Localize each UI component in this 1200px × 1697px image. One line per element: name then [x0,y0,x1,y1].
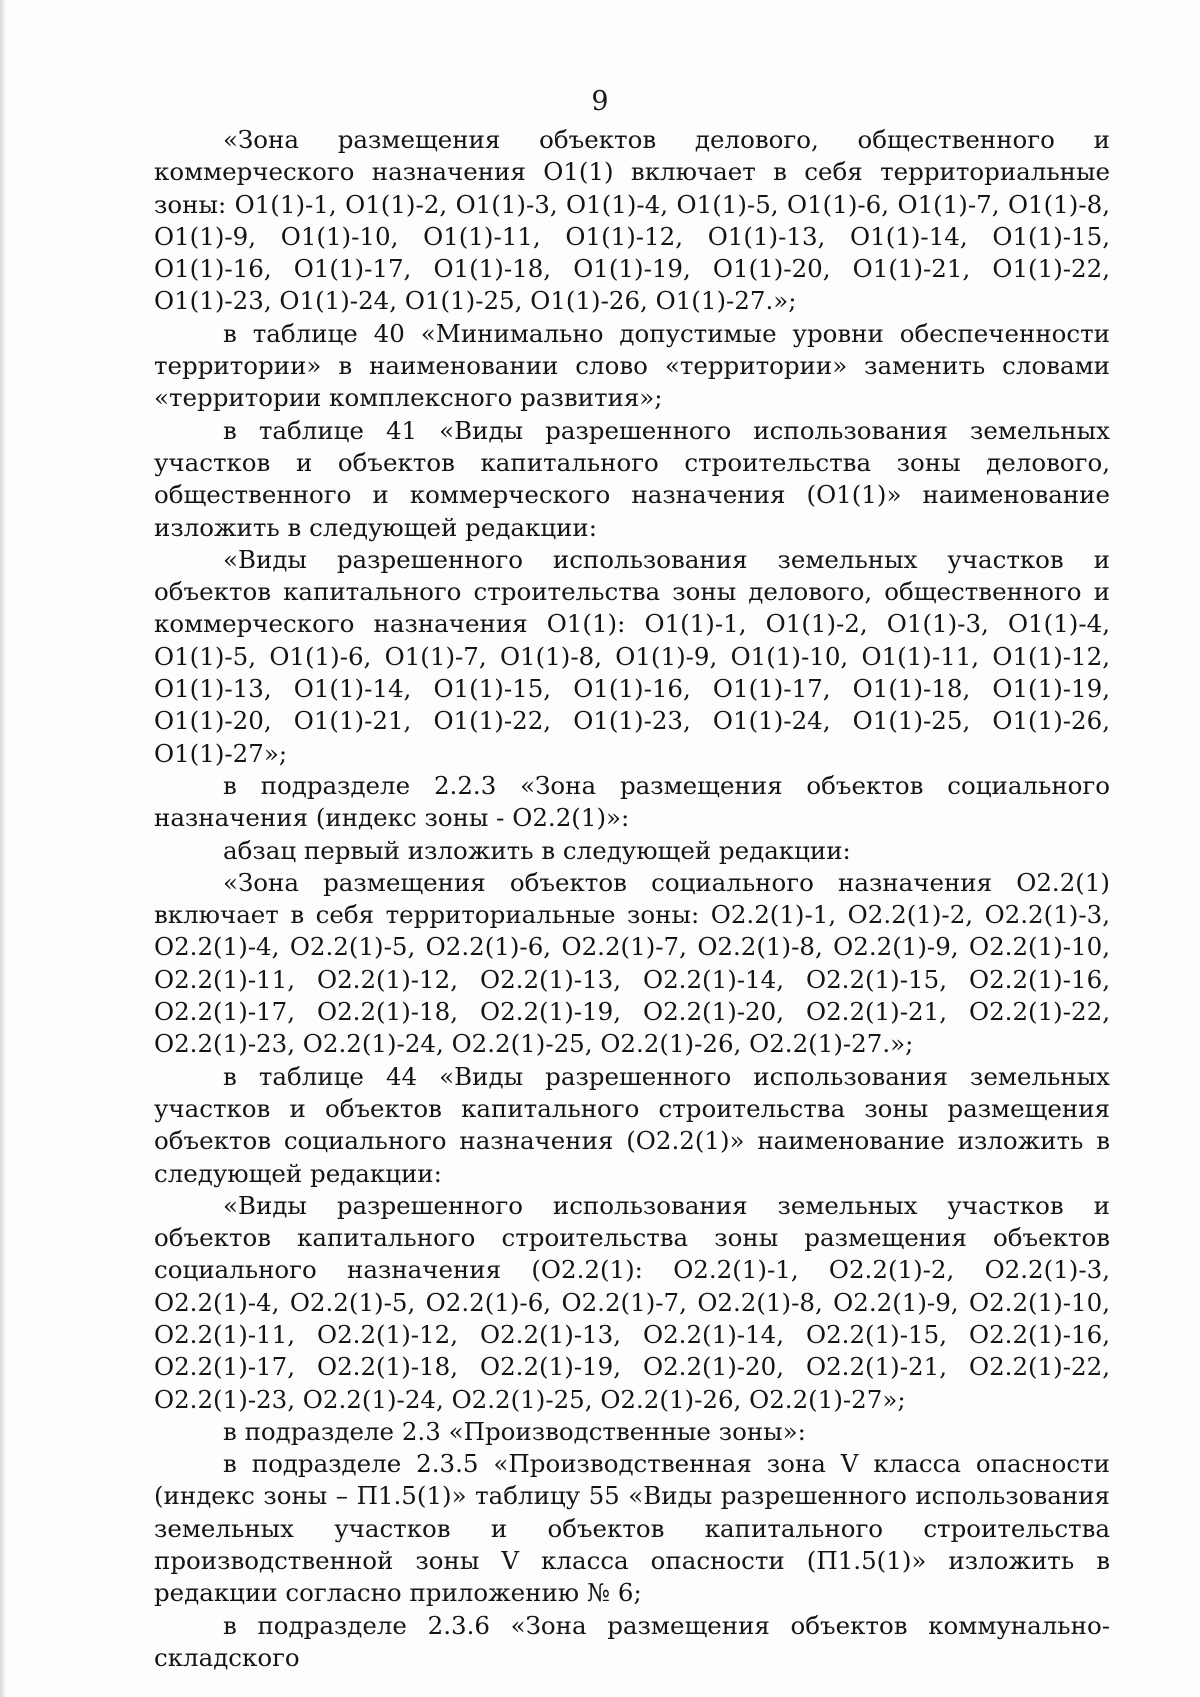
paragraph: в подразделе 2.3 «Производственные зоны»: [223,1416,806,1446]
paragraph: абзац первый изложить в следующей редакции: [223,835,851,865]
page-number: 9 [591,86,609,117]
paragraph: «Зона размещения объектов делового, общественного и коммерческого назначения О1(1) включает в себя территориальные зоны: О1(1)-1, О1(1)-2, О1(1)-3, О1(1)-4, О1(1)-5, О1(1)-6, О1(1)-7, О1(1)-8, О1(1)-9, О1(1)-10, О1(1)-11, О1(1)-12, О1(1)-13, О1(1)-14, О1(1)-15, О1(1)-16, О1(1)-17, О1(1)-18, О1(1)-19, О1(1)-20, О1(1)-21, О1(1)-22, О1(1)-23, О1(1)-24, О1(1)-25, О1(1)-26, О1(1)-27.»; [154,125,1110,316]
paragraph: в таблице 44 «Виды разрешенного использования земельных участков и объектов капитального строительства зоны размещения объектов социального назначения (О2.2(1)» наименование изложить в следующей редакции: [154,1061,1110,1188]
paragraph: в таблице 41 «Виды разрешенного использования земельных участков и объектов капитального строительства зоны делового, общественного и коммерческого назначения (О1(1)» наименование изложить в следующей редакции: [154,415,1110,542]
paragraph: «Виды разрешенного использования земельных участков и объектов капитального строительства зоны делового, общественного и коммерческого назначения О1(1): О1(1)-1, О1(1)-2, О1(1)-3, О1(1)-4, О1(1)-5, О1(1)-6, О1(1)-7, О1(1)-8, О1(1)-9, О1(1)-10, О1(1)-11, О1(1)-12, О1(1)-13, О1(1)-14, О1(1)-15, О1(1)-16, О1(1)-17, О1(1)-18, О1(1)-19, О1(1)-20, О1(1)-21, О1(1)-22, О1(1)-23, О1(1)-24, О1(1)-25, О1(1)-26, О1(1)-27»; [154,544,1110,768]
paragraph: в подразделе 2.2.3 «Зона размещения объектов социального назначения (индекс зоны - О2.2(1)»: [154,770,1110,833]
paragraph: «Зона размещения объектов социального назначения О2.2(1) включает в себя территориальные зоны: О2.2(1)-1, О2.2(1)-2, О2.2(1)-3, О2.2(1)-4, О2.2(1)-5, О2.2(1)-6, О2.2(1)-7, О2.2(1)-8, О2.2(1)-9, О2.2(1)-10, О2.2(1)-11, О2.2(1)-12, О2.2(1)-13, О2.2(1)-14, О2.2(1)-15, О2.2(1)-16, О2.2(1)-17, О2.2(1)-18, О2.2(1)-19, О2.2(1)-20, О2.2(1)-21, О2.2(1)-22, О2.2(1)-23, О2.2(1)-24, О2.2(1)-25, О2.2(1)-26, О2.2(1)-27.»; [154,867,1110,1059]
document-body [154,124,1110,1674]
paragraph: в подразделе 2.3.5 «Производственная зона V класса опасности (индекс зоны – П1.5(1)» таблицу 55 «Виды разрешенного использования земельных участков и объектов капитального строительства производственной зоны V класса опасности (П1.5(1)» изложить в редакции согласно приложению № 6; [154,1449,1110,1608]
paragraph: в подразделе 2.3.6 «Зона размещения объектов коммунально-складского [154,1610,1110,1672]
paragraph: в таблице 40 «Минимально допустимые уровни обеспеченности территории» в наименовании слово «территории» заменить словами «территории комплексного развития»; [154,318,1110,413]
paragraph: «Виды разрешенного использования земельных участков и объектов капитального строительства зоны размещения объектов социального назначения (О2.2(1): О2.2(1)-1, О2.2(1)-2, О2.2(1)-3, О2.2(1)-4, О2.2(1)-5, О2.2(1)-6, О2.2(1)-7, О2.2(1)-8, О2.2(1)-9, О2.2(1)-10, О2.2(1)-11, О2.2(1)-12, О2.2(1)-13, О2.2(1)-14, О2.2(1)-15, О2.2(1)-16, О2.2(1)-17, О2.2(1)-18, О2.2(1)-19, О2.2(1)-20, О2.2(1)-21, О2.2(1)-22, О2.2(1)-23, О2.2(1)-24, О2.2(1)-25, О2.2(1)-26, О2.2(1)-27»; [154,1190,1110,1414]
scan-edge [0,0,6,1697]
